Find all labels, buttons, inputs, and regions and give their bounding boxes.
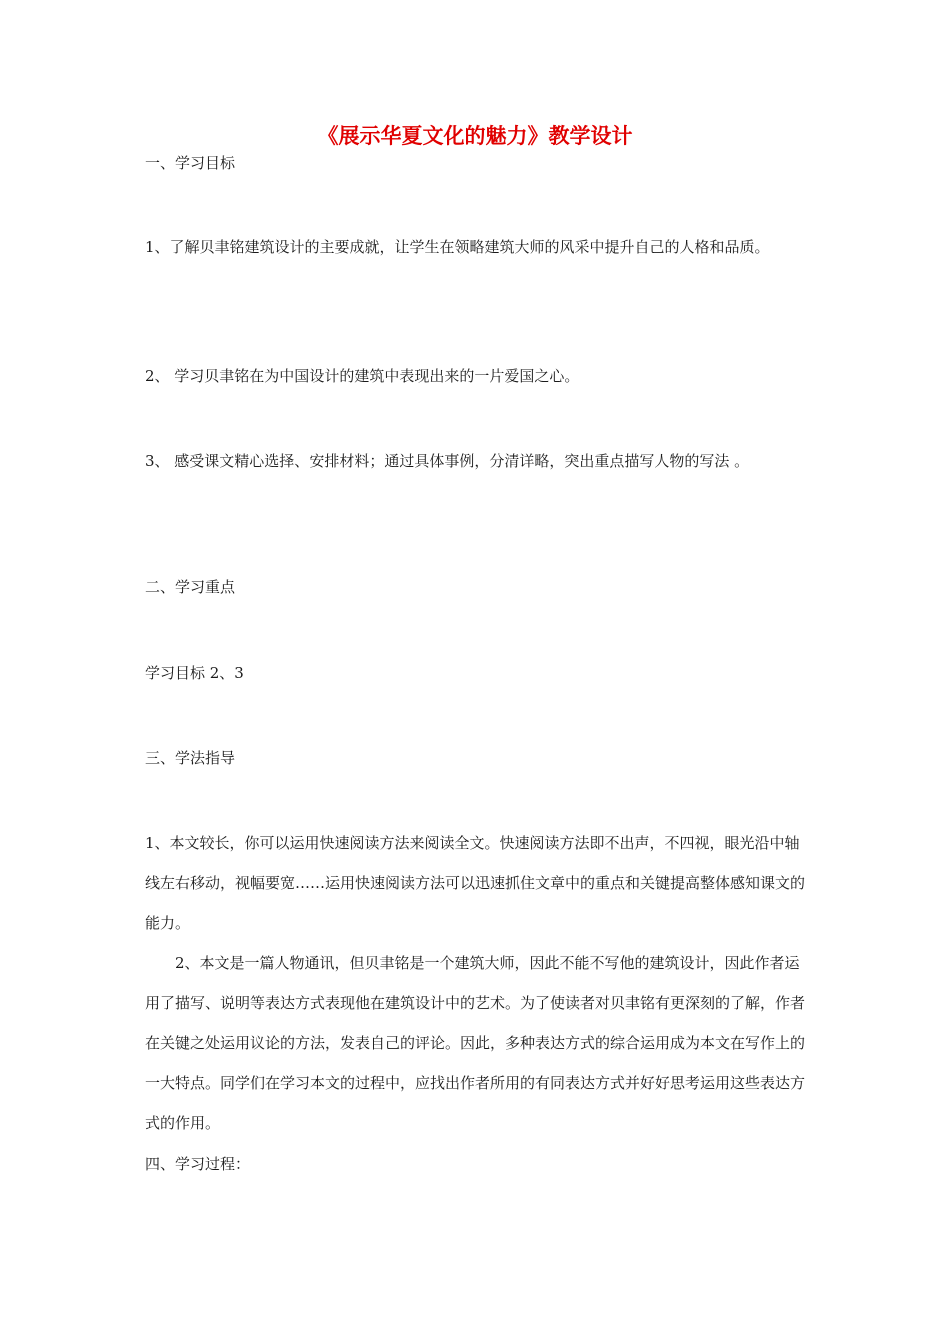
goal-item-3: 3、 感受课文精心选择、安排材料；通过具体事例，分清详略，突出重点描写人物的写法 。	[145, 452, 750, 470]
key-points-content: 学习目标 2、3	[145, 664, 244, 682]
method-item-1: 1、本文较长，你可以运用快速阅读方法来阅读全文。快速阅读方法即不出声，不四视，眼光沿中轴线左右移动，视幅要宽……运用快速阅读方法可以迅速抓住文章中的重点和关键提高整体感知课文的能力。	[145, 834, 806, 932]
section-heading-study-methods: 三、学法指导	[145, 749, 236, 767]
section-heading-key-points: 二、学习重点	[145, 578, 236, 596]
goal-item-2: 2、 学习贝聿铭在为中国设计的建筑中表现出来的一片爱国之心。	[145, 367, 580, 385]
section-heading-learning-process: 四、学习过程：	[145, 1155, 251, 1173]
goal-item-1: 1、了解贝聿铭建筑设计的主要成就，让学生在领略建筑大师的风采中提升自己的人格和品质。	[145, 238, 770, 256]
section-heading-learning-goals: 一、学习目标	[145, 154, 236, 172]
method-item-2: 2、本文是一篇人物通讯，但贝聿铭是一个建筑大师，因此不能不写他的建筑设计，因此作者运用了描写、说明等表达方式表现他在建筑设计中的艺术。为了使读者对贝聿铭有更深刻的了解，作者在关键之处运用议论的方法，发表自己的评论。因此，多种表达方式的综合运用成为本文在写作上的一大特点。同学们在学习本文的过程中，应找出作者所用的有同表达方式并好好思考运用这些表达方式的作用。	[145, 954, 806, 1132]
document-title: 《展示华夏文化的魅力》教学设计	[317, 124, 633, 148]
